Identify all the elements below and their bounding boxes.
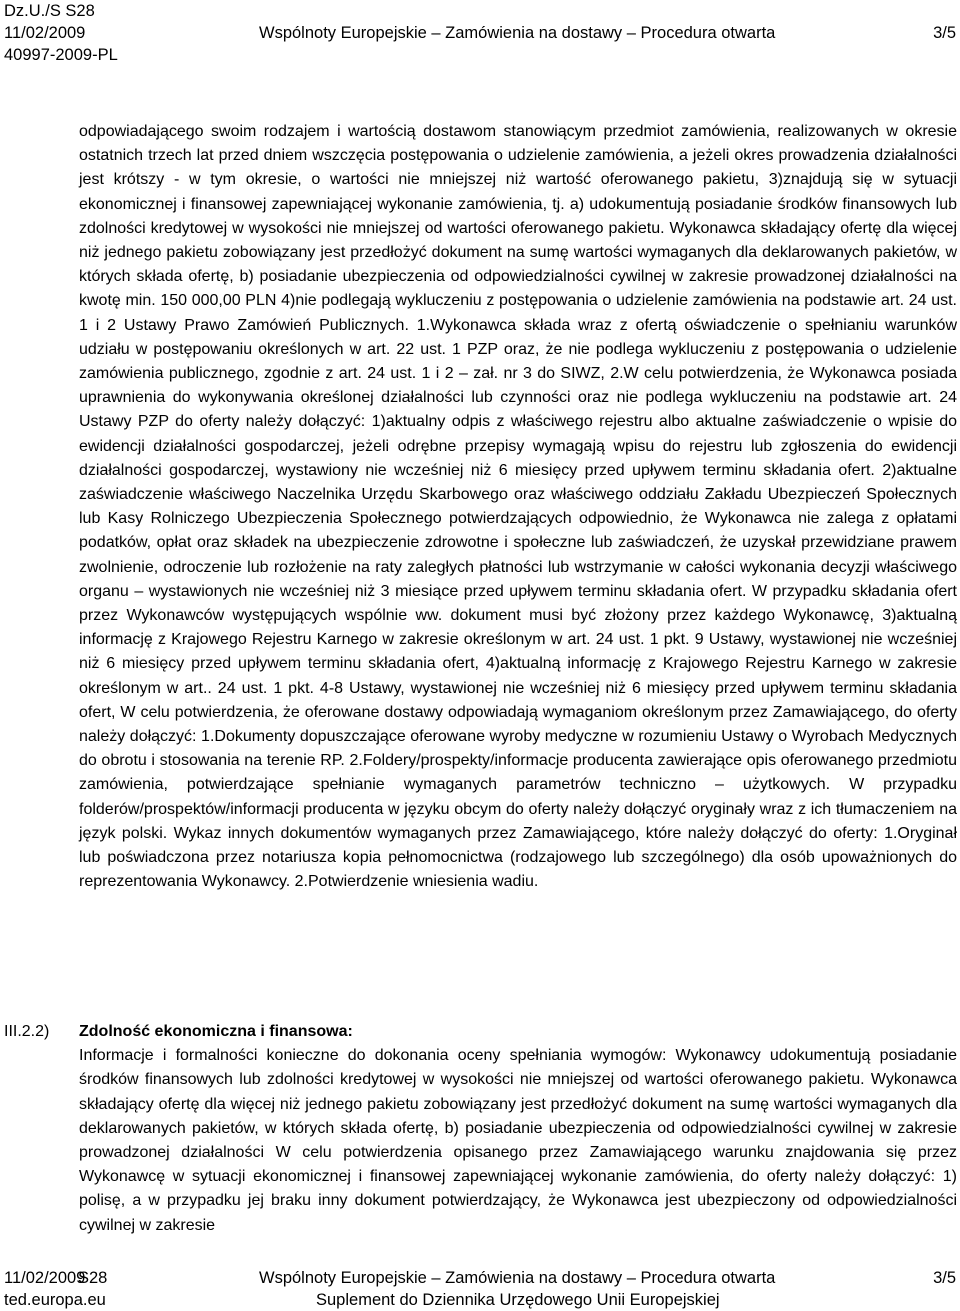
header-date: 11/02/2009 [4, 24, 86, 42]
notice-body-text [79, 120, 957, 895]
journal-reference: Dz.U./S S28 [4, 2, 95, 20]
footer-supplement: Suplement do Dziennika Urzędowego Unii Europejskiej [316, 1291, 720, 1309]
footer-page-number: 3/5 [933, 1269, 956, 1287]
section-economic-financial [79, 1020, 957, 1238]
body-paragraph: odpowiadającego swoim rodzajem i wartością dostawom stanowiącym przedmiot zamówienia, realizowanych w okresie ostatnich trzech lat przed dniem wszczęcia postępowania o udzielenie zamówienia, a jeżeli okres prowadzenia działalności jest krótszy - w tym okresie, o wartości nie mniejszej niż wartość oferowanego pakietu, 3)znajdują się w sytuacji ekonomicznej i finansowej zapewniającej wykonanie zamówienia, tj. a) udokumentują posiadanie środków finansowych lub zdolności kredytowej w wysokości nie mniejszej od wartości oferowanego pakietu. Wykonawca składający ofertę dla więcej niż jednego pakietu zobowiązany jest przedłożyć dokument na sumę wartości wymaganych dla deklarowanych pakietów, w których składa ofertę, b) posiadanie ubezpieczenia od odpowiedzialności cywilnej w zakresie prowadzonej działalności na kwotę min. 150 000,00 PLN 4)nie podlegają wykluczeniu z postępowania o udzielenie zamówienia na podstawie art. 24 ust. 1 i 2 Ustawy Prawo Zamówień Publicznych. 1.Wykonawca składa wraz z ofertą oświadczenie o spełnianiu warunków udziału w postępowaniu określonych w art. 22 ust. 1 PZP oraz, że nie podlega wykluczeniu z postępowania o udzielenie zamówienia publicznego, zgodnie z art. 24 ust. 1 i 2 – zał. nr 3 do SIWZ, 2.W celu potwierdzenia, że Wykonawca posiada uprawnienia do wykonywania określonej działalności lub czynności oraz nie podlega wykluczeniu na podstawie art. 24 Ustawy PZP do oferty należy dołączyć: 1)aktualny odpis z właściwego rejestru albo aktualne zaświadczenie o wpisie do ewidencji działalności gospodarczej, jeżeli odrębne przepisy wymagają wpisu do rejestru lub zgłoszenia do ewidencji działalności gospodarczej, wystawiony nie wcześniej niż 6 miesięcy przed upływem terminu składania ofert. 2)aktualne zaświadczenie właściwego Naczelnika Urzędu Skarbowego oraz właściwego oddziału Zakładu Ubezpieczeń Społecznych lub Kasy Rolniczego Ubezpieczenia Społecznego potwierdzających odpowiednio, że Wykonawca nie zalega z opłatami podatków, opłat oraz składek na ubezpieczenie zdrowotne i społeczne lub zaświadczeń, że uzyskał przewidziane prawem zwolnienie, odroczenie lub rozłożenie na raty zaległych płatności lub wstrzymanie w całości wykonania decyzji właściwego organu – wystawionych nie wcześniej niż 3 miesiące przed upływem terminu składania ofert. W przypadku składania ofert przez Wykonawców występujących wspólnie ww. dokument musi być złożony przez każdego Wykonawcę, 3)aktualną informację z Krajowego Rejestru Karnego w zakresie określonym w art. 24 ust. 1 pkt. 9 Ustawy, wystawionej nie wcześniej niż 6 miesięcy przed upływem terminu składania ofert, 4)aktualną informację z Krajowego Rejestru Karnego w zakresie określonym w art.. 24 ust. 1 pkt. 4-8 Ustawy, wystawionej nie wcześniej niż 6 miesięcy przed upływem terminu składania ofert, W celu potwierdzenia, że oferowane dostawy odpowiadają wymaganiom określonym przez Zamawiającego, do oferty należy dołączyć: 1.Dokumenty dopuszczające oferowane wyroby medyczne w rozumieniu Ustawy o Wyrobach Medycznych do obrotu i stosowania na terenie RP. 2.Foldery/prospekty/informacje producenta zawierające opis oferowanego przedmiotu zamówienia, potwierdzające spełnianie wymaganych parametrów techniczno – użytkowych. W przypadku folderów/prospektów/informacji producenta w języku obcym do oferty należy dołączyć oryginały wraz z ich tłumaczeniem na język polski. Wykaz innych dokumentów wymaganych przez Zamawiającego, które należy dołączyć do oferty: 1.Oryginał lub poświadczona przez notariusza kopia pełnomocnictwa (rodzajowego lub szczególnego) dla osób upoważnionych do reprezentowania Wykonawcy. 2.Potwierdzenie wniesienia wadiu. [79, 123, 957, 891]
footer-date: 11/02/2009 [4, 1269, 86, 1287]
header-title: Wspólnoty Europejskie – Zamówienia na dostawy – Procedura otwarta [259, 24, 776, 42]
notice-id: 40997-2009-PL [4, 46, 118, 64]
footer-ref: S28 [78, 1269, 108, 1287]
section-title: Zdolność ekonomiczna i finansowa: [79, 1023, 353, 1040]
section-number: III.2.2) [4, 1023, 50, 1040]
section-paragraph: Informacje i formalności konieczne do dokonania oceny spełniania wymogów: Wykonawcy udokumentują posiadanie środków finansowych lub zdolności kredytowej w wysokości nie mniejszej od wartości oferowanego pakietu. Wykonawca składający ofertę dla więcej niż jednego pakietu zobowiązany jest przedłożyć dokument na sumę wartości wymaganych dla deklarowanych pakietów, w których składa ofertę, b) posiadanie ubezpieczenia od odpowiedzialności cywilnej w zakresie prowadzonej działalności W celu potwierdzenia opisanego przez Zamawiającego warunku znajdowania się przez Wykonawcę w sytuacji ekonomicznej i finansowej zapewniającej wykonanie zamówienia, do oferty należy dołączyć: 1) polisę, a w przypadku jej braku inny dokument potwierdzający, że Wykonawca jest ubezpieczony od odpowiedzialności cywilnej w zakresie [79, 1047, 957, 1234]
header-page-number: 3/5 [933, 24, 956, 42]
footer-site-link[interactable]: ted.europa.eu [4, 1291, 106, 1309]
page-header [4, 0, 956, 66]
footer-title: Wspólnoty Europejskie – Zamówienia na dostawy – Procedura otwarta [259, 1269, 776, 1287]
page-footer [4, 1267, 956, 1311]
